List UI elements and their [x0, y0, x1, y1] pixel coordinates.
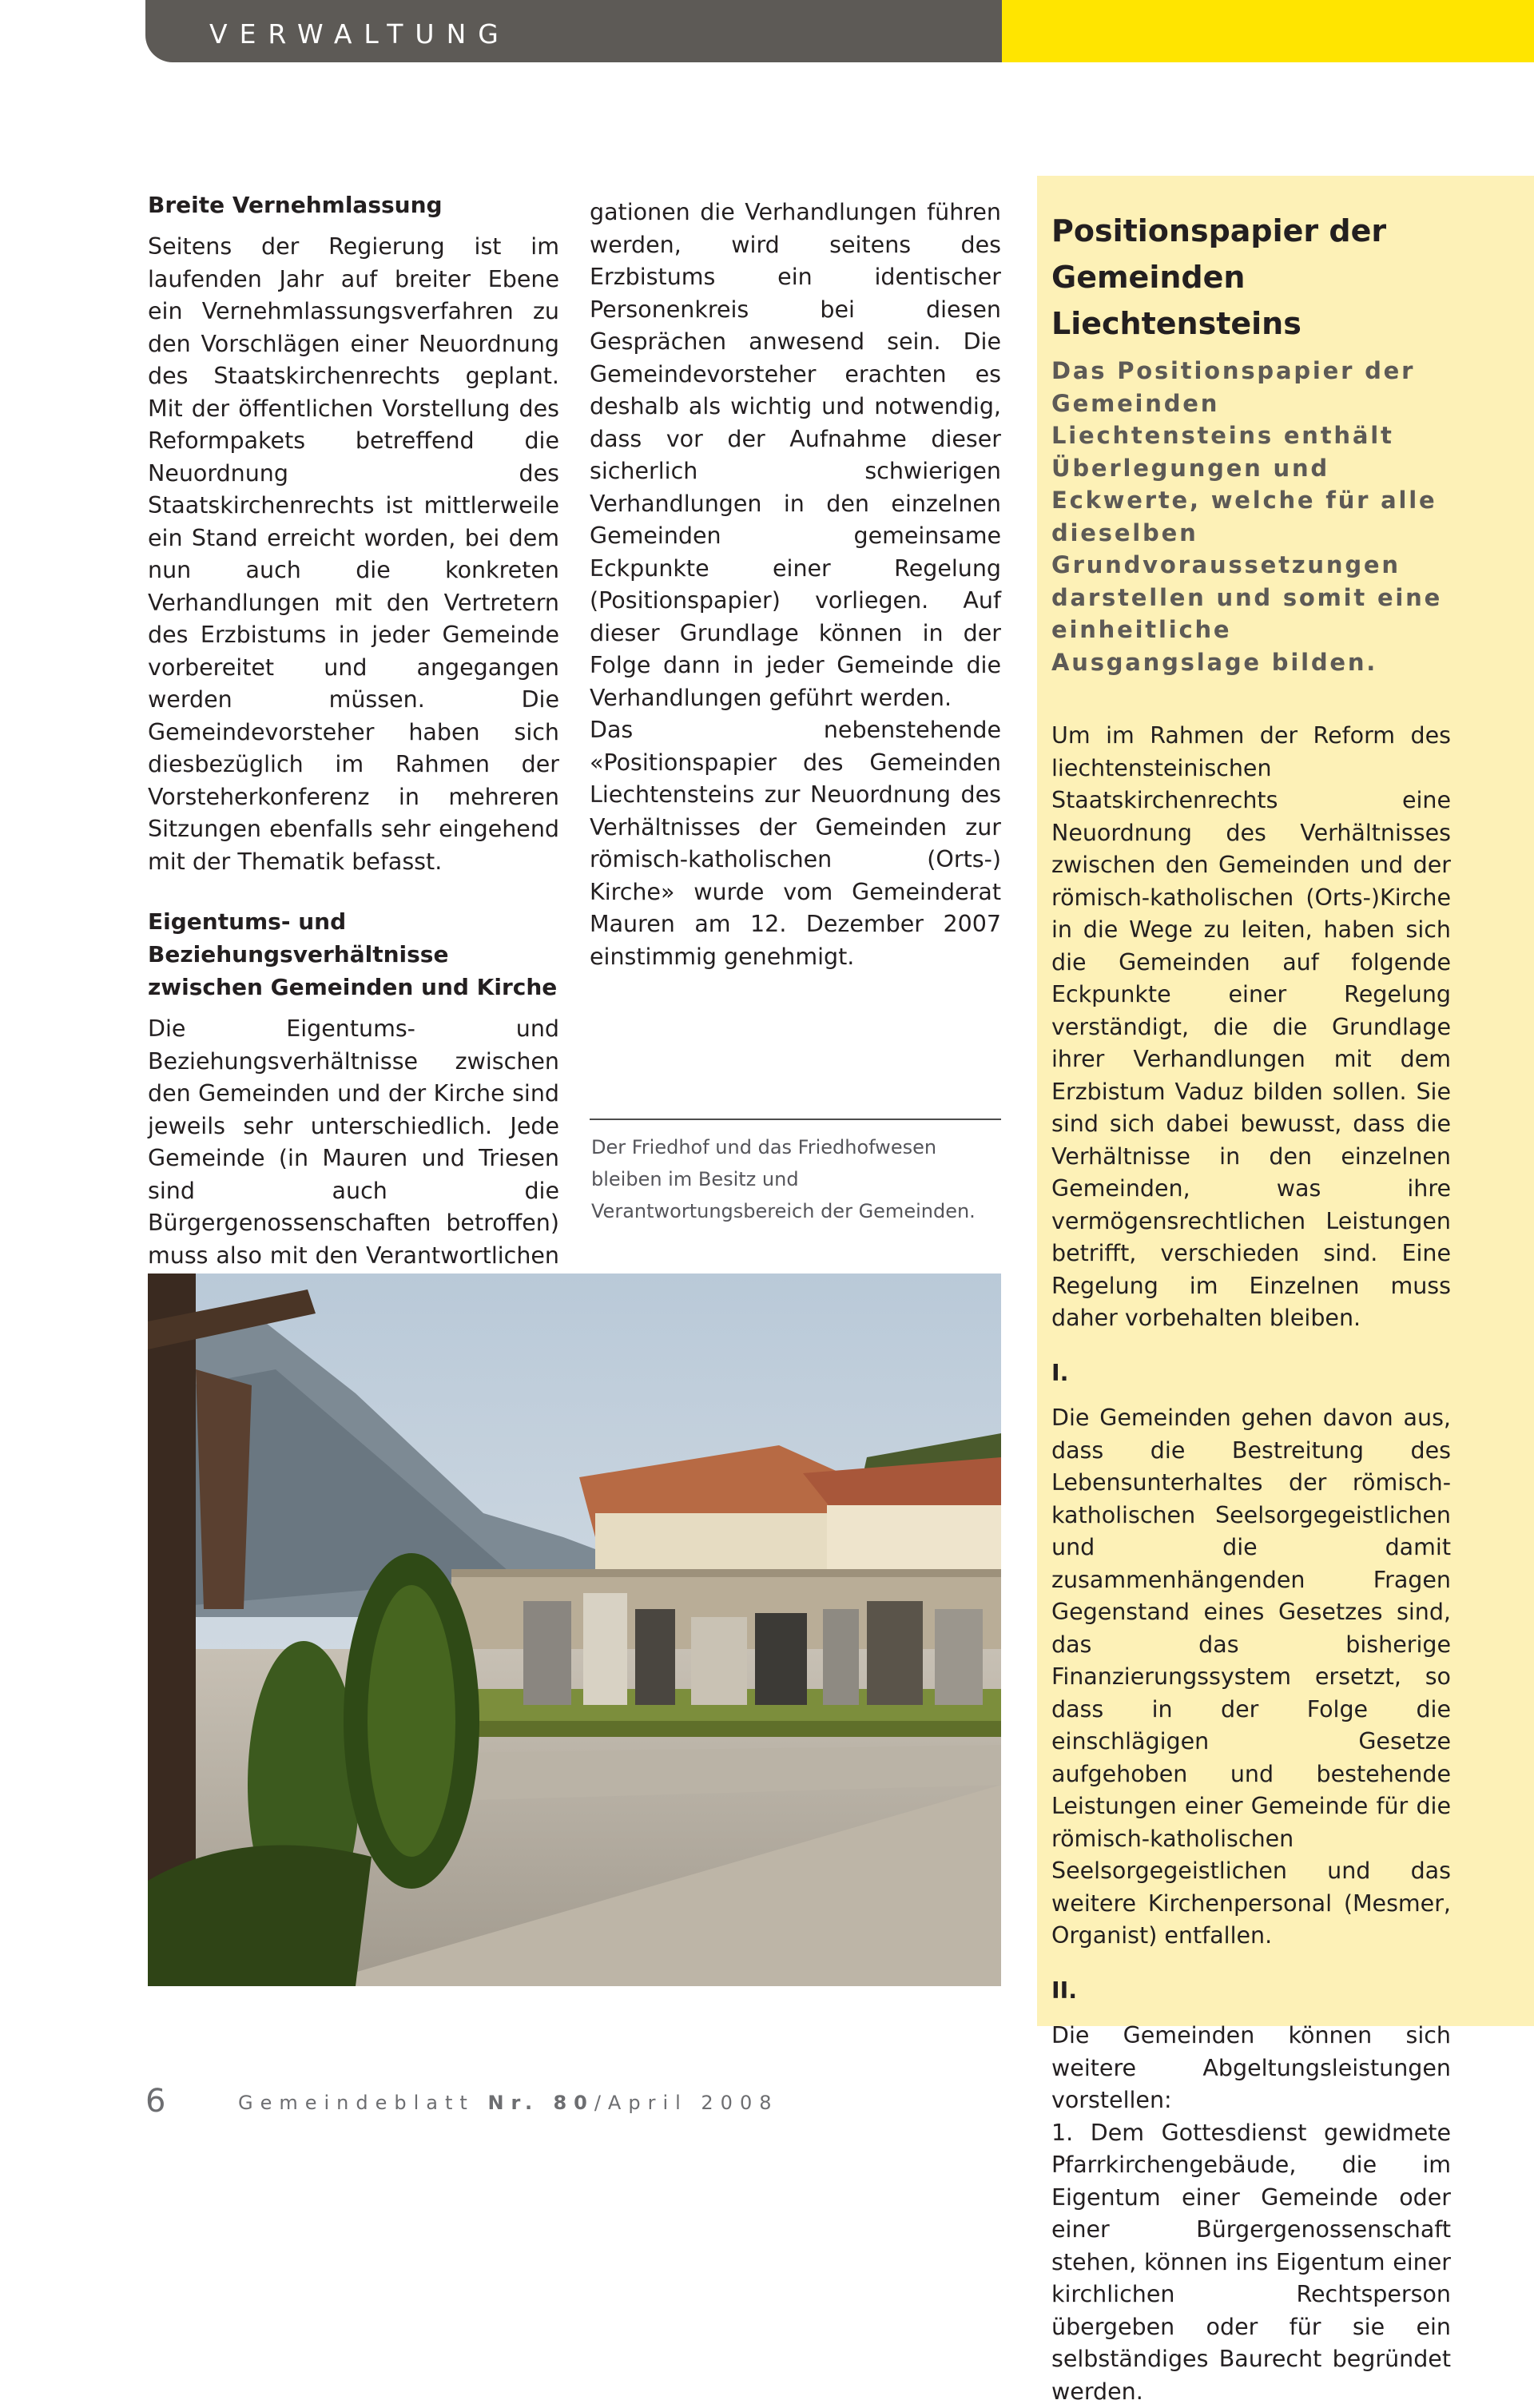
photo-caption: Der Friedhof und das Friedhofwesen bleiben im Besitz und Verantwortungsbereich der Gemeinden. [591, 1131, 1003, 1227]
section-number-2: II. [1051, 1975, 1451, 2008]
paragraph: gationen die Verhandlungen führen werden, wird seitens des Erzbistums ein identischer Personenkreis bei diesen Gesprächen anwesend sein. Die Gemeindevorsteher erachten es deshalb als wichtig und notwendig, dass vor der Aufnahme dieser sicherlich schwierigen Verhandlungen in den einzelnen Gemeinden gemeinsame Eckpunkte einer Regelung (Positionspapier) vorliegen. Auf dieser Grundlage können in der Folge dann in jeder Gemeinde die Verhandlungen geführt werden. [590, 197, 1001, 714]
publication-name: Gemeindeblatt [238, 2092, 475, 2114]
cemetery-illustration [148, 1274, 1001, 1986]
cemetery-photo [148, 1274, 1001, 1986]
subheading-eigentumsverhaeltnisse: Eigentums- und Beziehungsverhältnisse zwischen Gemeinden und Kirche [148, 905, 559, 1003]
subheading-breite-vernehmlassung: Breite Vernehmlassung [148, 189, 559, 221]
sidebar-list-item-1: 1. Dem Gottesdienst gewidmete Pfarrkirchengebäude, die im Eigentum einer Gemeinde oder einer Bürgergenossenschaft stehen, können ins Eigentum einer kirchlichen Rechtsperson übergeben oder für sie ein selbständiges Baurecht begründet werden. [1051, 2117, 1451, 2408]
sidebar-title: Positionspapier der Gemeinden Liechtensteins [1051, 208, 1451, 347]
paragraph: Die Eigentums- und Beziehungsverhältnisse zwischen den Gemeinden und der Kirche sind jeweils sehr unterschiedlich. Jede Gemeinde (in Mauren und Triesen sind auch die Bürgergenossenschaften betroffen) muss also mit den Verantwortlichen [148, 1013, 559, 1434]
paragraph: Seitens der Regierung ist im laufenden Jahr auf breiter Ebene ein Vernehmlassungsverfahren zu den Vorschlägen einer Neuordnung des Staatskirchenrechts geplant. Mit der öffentlichen Vorstellung des Reformpakets betreffend die Neuordnung des Staatskirchenrechts ist mittlerweile ein Stand erreicht worden, bei dem nun auch die konkreten Verhandlungen mit den Vertretern des Erzbistums in jeder Gemeinde vorbereitet und angegangen werden müssen. Die Gemeindevorsteher haben sich diesbezüglich im Rahmen der Vorsteherkonferenz in mehreren Sitzungen ebenfalls sehr eingehend mit der Thematik befasst. [148, 231, 559, 878]
sidebar-intro: Um im Rahmen der Reform des liechtensteinischen Staatskirchenrechts eine Neuordnung des Verhältnisses zwischen den Gemeinden und der römisch-katholischen (Orts-)Kirche in die Wege zu leiten, haben sich die Gemeinden auf folgende Eckpunkte einer Regelung verständigt, die die Grundlage ihrer Verhandlungen mit dem Erzbistum Vaduz bilden sollen. Sie sind sich dabei bewusst, dass die Verhältnisse in den einzelnen Gemeinden, was ihre vermögensrechtlichen Leistungen betrifft, verschieden sind. Eine Regelung im Einzelnen muss daher vorbehalten bleiben. [1051, 720, 1451, 1335]
caption-rule [590, 1119, 1001, 1120]
sidebar-content [1051, 208, 1451, 2408]
sidebar-lead: Das Positionspapier der Gemeinden Liechtensteins enthält Überlegungen und Eckwerte, welche für alle dieselben Grundvoraussetzungen darstellen und somit eine einheitliche Ausgangslage bilden. [1051, 355, 1451, 678]
footer-publication-line [238, 2093, 779, 2112]
sidebar-section-2: Die Gemeinden können sich weitere Abgeltungsleistungen vorstellen: [1051, 2020, 1451, 2117]
page-number: 6 [145, 2085, 165, 2117]
sidebar-section-1: Die Gemeinden gehen davon aus, dass die Bestreitung des Lebensunterhaltes der römisch-katholischen Seelsorgegeistlichen und die damit zusammenhängenden Fragen Gegenstand eines Gesetzes sind, das das bisherige Finanzierungssystem ersetzt, so dass in der Folge die einschlägigen Gesetze aufgehoben und bestehende Leistungen einer Gemeinde für die römisch-katholischen Seelsorgegeistlichen und das weitere Kirchenpersonal (Mesmer, Organist) entfallen. [1051, 1402, 1451, 1953]
section-title: VERWALTUNG [209, 21, 511, 47]
header-accent-bar [1002, 0, 1534, 62]
issue-label: Nr. 80 [487, 2092, 594, 2114]
article-column-2 [590, 197, 1001, 973]
issue-date: /April 2008 [594, 2092, 779, 2114]
sidebar-box [1037, 176, 1534, 2026]
article-column-1 [148, 189, 559, 1434]
section-number-1: I. [1051, 1357, 1451, 1390]
paragraph: Das nebenstehende «Positionspapier des Gemeinden Liechtensteins zur Neuordnung des Verhältnisses der Gemeinden zur römisch-katholischen (Orts-) Kirche» wurde vom Gemeinderat Mauren am 12. Dezember 2007 einstimmig genehmigt. [590, 714, 1001, 973]
